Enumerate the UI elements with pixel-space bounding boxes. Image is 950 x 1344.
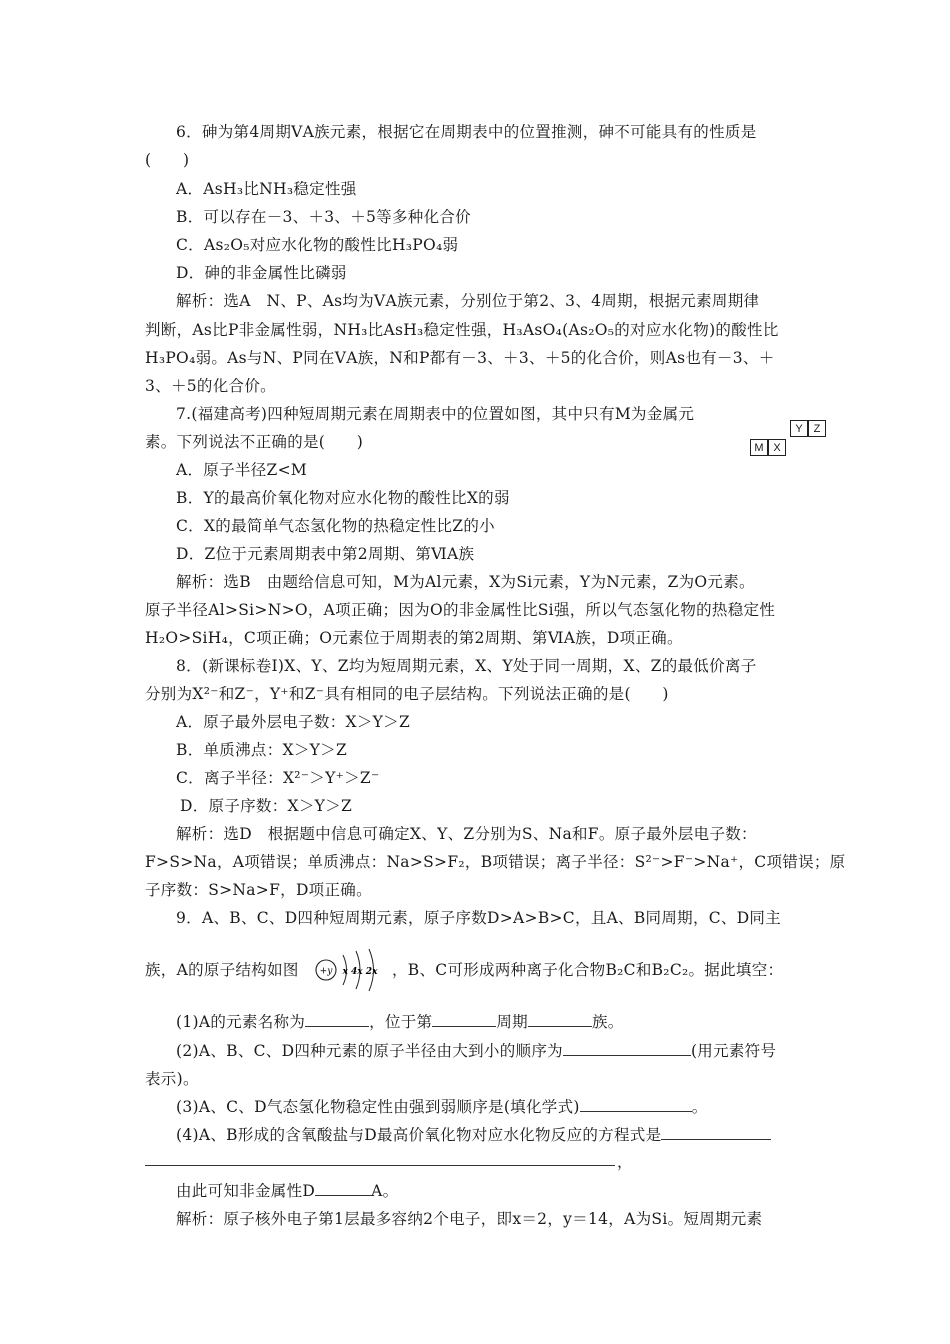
q9-part-3: [176, 1097, 810, 1117]
cell-x: X: [768, 439, 786, 456]
q9-part-4-text-a: (4)A、B形成的含氧酸盐与D最高价氧化物对应水化物反应的方程式是: [176, 1126, 662, 1144]
q6-option-a: A．AsH₃比NH₃稳定性强: [176, 180, 357, 198]
q6-option-d: D．砷的非金属性比磷弱: [176, 264, 347, 282]
q8-answer-line-2: F>S>Na，A项错误；单质沸点：Na>S>F₂，B项错误；离子半径：S²⁻>F⁻>Na⁺，C项错误；原: [145, 853, 846, 871]
q8-answer-line-1: 解析：选D 根据题中信息可确定X、Y、Z分别为S、Na和F。原子最外层电子数：: [176, 825, 757, 843]
cell-y: Y: [790, 420, 808, 437]
q9-part-1: [176, 1012, 810, 1032]
periodic-table-fragment: [748, 420, 828, 458]
q8-option-d: D．原子序数：X＞Y＞Z: [180, 797, 353, 815]
q6-answer-line-2: 判断，As比P非金属性弱，NH₃比AsH₃稳定性强，H₃AsO₄(As₂O₅的对应水化物)的酸性比: [145, 321, 779, 339]
q7-stem-line-1: 7.(福建高考)四种短周期元素在周期表中的位置如图，其中只有M为金属元: [176, 405, 695, 423]
q9-answer-line-1: 解析：原子核外电子第1层最多容纳2个电子，即x＝2，y＝14，A为Si。短周期元素: [176, 1210, 763, 1228]
answer-blank[interactable]: [528, 1012, 592, 1027]
q7-answer-line-3: H₂O>SiH₄，C项正确；O元素位于周期表的第2周期、第ⅥA族，D项正确。: [145, 629, 683, 647]
q8-stem-line-1: 8．(新课标卷Ⅰ)X、Y、Z均为短周期元素，X、Y处于同一周期，X、Z的最低价离子: [176, 657, 757, 675]
q7-answer-line-2: 原子半径Al>Si>N>O，A项正确；因为O的非金属性比Si强，所以气态氢化物的热稳定性: [145, 601, 776, 619]
q6-stem-line-2: ( ): [145, 151, 190, 169]
q7-option-b: B．Y的最高价氧化物对应水化物的酸性比X的弱: [176, 489, 510, 507]
answer-blank[interactable]: [432, 1012, 496, 1027]
q6-stem-line-1: 6．砷为第4周期ⅤA族元素，根据它在周期表中的位置推测，砷不可能具有的性质是: [176, 123, 757, 141]
q9-part-1-text-c: 周期: [496, 1013, 528, 1031]
answer-blank[interactable]: [563, 1041, 691, 1056]
q7-option-a: A．原子半径Z<M: [176, 461, 308, 479]
answer-blank[interactable]: [305, 1012, 369, 1027]
q9-part-4-text-d: A。: [371, 1182, 399, 1200]
q9-stem-line-2b: ，B、C可形成两种离子化合物B₂C和B₂C₂。据此填空：: [392, 961, 784, 979]
atom-structure-diagram: [312, 945, 388, 997]
q9-part-1-text-d: 族。: [591, 1013, 624, 1031]
q6-option-c: C．As₂O₅对应水化物的酸性比H₃PO₄弱: [176, 236, 459, 254]
q6-answer-line-1: 解析：选A N、P、As均为ⅤA族元素，分别位于第2、3、4周期，根据元素周期律: [176, 292, 760, 310]
q8-option-c: C．离子半径：X²⁻＞Y⁺＞Z⁻: [176, 769, 380, 787]
cell-m: M: [750, 439, 768, 456]
q6-answer-line-3: H₃PO₄弱。As与N、P同在ⅤA族，N和P都有－3、＋3、＋5的化合价，则As也有－3、＋: [145, 349, 775, 367]
q9-part-2: [176, 1041, 810, 1061]
q6-answer-line-4: 3、＋5的化合价。: [145, 377, 276, 395]
q9-part-4: [176, 1125, 810, 1145]
answer-blank[interactable]: [580, 1097, 692, 1112]
q7-stem-line-2: 素。下列说法不正确的是( ): [145, 433, 364, 451]
q8-option-b: B．单质沸点：X＞Y＞Z: [176, 741, 348, 759]
cell-z: Z: [808, 420, 826, 437]
q7-option-c: C．X的最简单气态氢化物的热稳定性比Z的小: [176, 517, 495, 535]
q8-option-a: A．原子最外层电子数：X＞Y＞Z: [176, 713, 411, 731]
atom-shell-labels: x 4x 2x: [342, 967, 378, 977]
atom-nucleus-label: +y: [319, 966, 333, 977]
q9-stem-line-2a: 族，A的原子结构如图: [145, 961, 299, 979]
q7-option-d: D．Z位于元素周期表中第2周期、第ⅥA族: [176, 545, 475, 563]
q9-part-3-text-a: (3)A、C、D气态氢化物稳定性由强到弱顺序是(填化学式): [176, 1098, 580, 1116]
q6-option-b: B．可以存在－3、＋3、＋5等多种化合价: [176, 208, 471, 226]
answer-blank[interactable]: [661, 1125, 771, 1140]
q9-part-1-text-a: (1)A的元素名称为: [176, 1013, 306, 1031]
answer-blank[interactable]: [315, 1181, 371, 1196]
answer-blank-line[interactable]: [145, 1165, 615, 1166]
q7-answer-line-1: 解析：选B 由题给信息可知，M为Al元素，X为Si元素，Y为N元素，Z为O元素。: [176, 573, 755, 591]
q8-stem-line-2: 分别为X²⁻和Z⁻，Y⁺和Z⁻具有相同的电子层结构。下列说法正确的是( ): [145, 685, 669, 703]
q8-answer-line-3: 子序数：S>Na>F，D项正确。: [145, 881, 372, 899]
q9-part-2-line-2: 表示)。: [145, 1070, 199, 1088]
atom-structure-svg: [312, 945, 388, 997]
q9-part-1-text-b: ，位于第: [369, 1013, 433, 1031]
q9-part-2-text-a: (2)A、B、C、D四种元素的原子半径由大到小的顺序为: [176, 1042, 563, 1060]
q9-part-4-comma: ，: [617, 1153, 633, 1171]
q9-part-3-text-b: 。: [691, 1098, 708, 1116]
q9-part-4-text-c: 由此可知非金属性D: [176, 1182, 316, 1200]
q9-part-2-text-b: (用元素符号: [690, 1042, 777, 1060]
q9-stem-line-1: 9．A、B、C、D四种短周期元素，原子序数D>A>B>C，且A、B同周期，C、D同主: [176, 909, 782, 927]
q9-part-4-line-3: [176, 1181, 810, 1201]
